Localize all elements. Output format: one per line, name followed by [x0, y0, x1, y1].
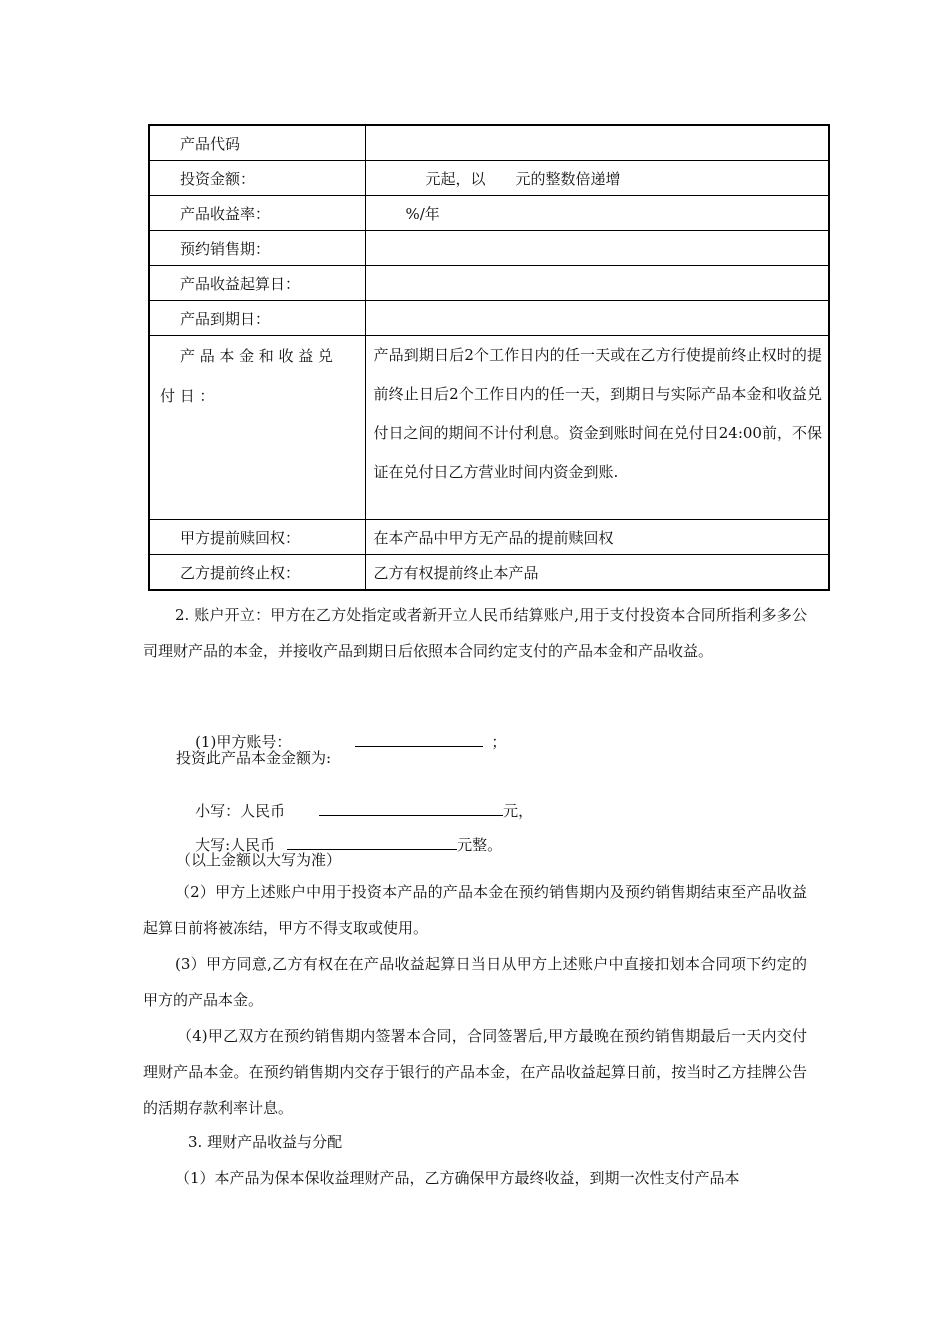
row-value: 在本产品中甲方无产品的提前赎回权 [365, 520, 829, 555]
table-row [149, 196, 829, 231]
account-opening-paragraph: 2. 账户开立：甲方在乙方处指定或者新开立人民币结算账户,用于支付投资本合同所指利多多公司理财产品的本金，并接收产品到期日后依照本合同约定支付的产品本金和产品收益。 [143, 606, 807, 660]
row-label: 产品收益率： [149, 196, 365, 231]
row-value [365, 266, 829, 301]
table-row [149, 520, 829, 555]
amount-note: （以上金额以大写为准） [176, 851, 342, 869]
row-label: 产品到期日： [149, 301, 365, 336]
row-label: 投资金额： [149, 161, 365, 196]
big-amount-label: 大写:人民币 [195, 836, 276, 854]
row-value [365, 301, 829, 336]
table-row [149, 555, 829, 591]
big-amount-unit: 元整。 [457, 836, 503, 854]
account-number-label: (1)甲方账号： [195, 733, 292, 751]
payment-timing-paragraph: （4)甲乙双方在预约销售期内签署本合同，合同签署后,甲方最晚在预约销售期最后一天内交付理财产品本金。在预约销售期内交存于银行的产品本金，在产品收益起算日前，按当时乙方挂牌公告的活期存款利率计息。 [143, 1027, 807, 1117]
frozen-funds-paragraph: （2）甲方上述账户中用于投资本产品的产品本金在预约销售期内及预约销售期结束至产品收益起算日前将被冻结，甲方不得支取或使用。 [143, 883, 807, 937]
row-label: 甲方提前赎回权： [149, 520, 365, 555]
table-row [149, 266, 829, 301]
big-amount-blank[interactable] [287, 835, 457, 850]
table-row [149, 336, 829, 520]
table-row [149, 161, 829, 196]
income-paragraph: （1）本产品为保本保收益理财产品，乙方确保甲方最终收益，到期一次性支付产品本 [175, 1169, 740, 1187]
table-row [149, 125, 829, 161]
small-amount-blank[interactable] [319, 801, 503, 816]
table-row [149, 231, 829, 266]
small-amount-label: 小写：人民币 [195, 802, 286, 820]
product-spec-table [148, 124, 830, 591]
row-value [365, 231, 829, 266]
row-value: 产品到期日后2个工作日内的任一天或在乙方行使提前终止权时的提前终止日后2个工作日内的任一天，到期日与实际产品本金和收益兑付日之间的期间不计付利息。资金到账时间在兑付日24:00前，不保证在兑付日乙方营业时间内资金到账. [365, 336, 829, 520]
small-amount-unit: 元， [503, 802, 534, 820]
account-number-blank[interactable] [355, 732, 483, 747]
row-value [365, 125, 829, 161]
row-label: 乙方提前终止权： [149, 555, 365, 591]
section-heading-3: 3. 理财产品收益与分配 [188, 1133, 343, 1151]
row-value: 乙方有权提前终止本产品 [365, 555, 829, 591]
row-label: 预约销售期： [149, 231, 365, 266]
row-value: 元起，以 元的整数倍递增 [365, 161, 829, 196]
row-label: 产品本金和收益兑付日： [149, 336, 365, 520]
deduction-paragraph: (3）甲方同意,乙方有权在在产品收益起算日当日从甲方上述账户中直接扣划本合同项下约定的甲方的产品本金。 [143, 955, 807, 1009]
row-label: 产品收益起算日： [149, 266, 365, 301]
account-number-end: ； [491, 733, 507, 751]
row-label: 产品代码 [149, 125, 365, 161]
row-value: %/年 [365, 196, 829, 231]
amount-intro: 投资此产品本金金额为: [176, 749, 332, 767]
table-row [149, 301, 829, 336]
